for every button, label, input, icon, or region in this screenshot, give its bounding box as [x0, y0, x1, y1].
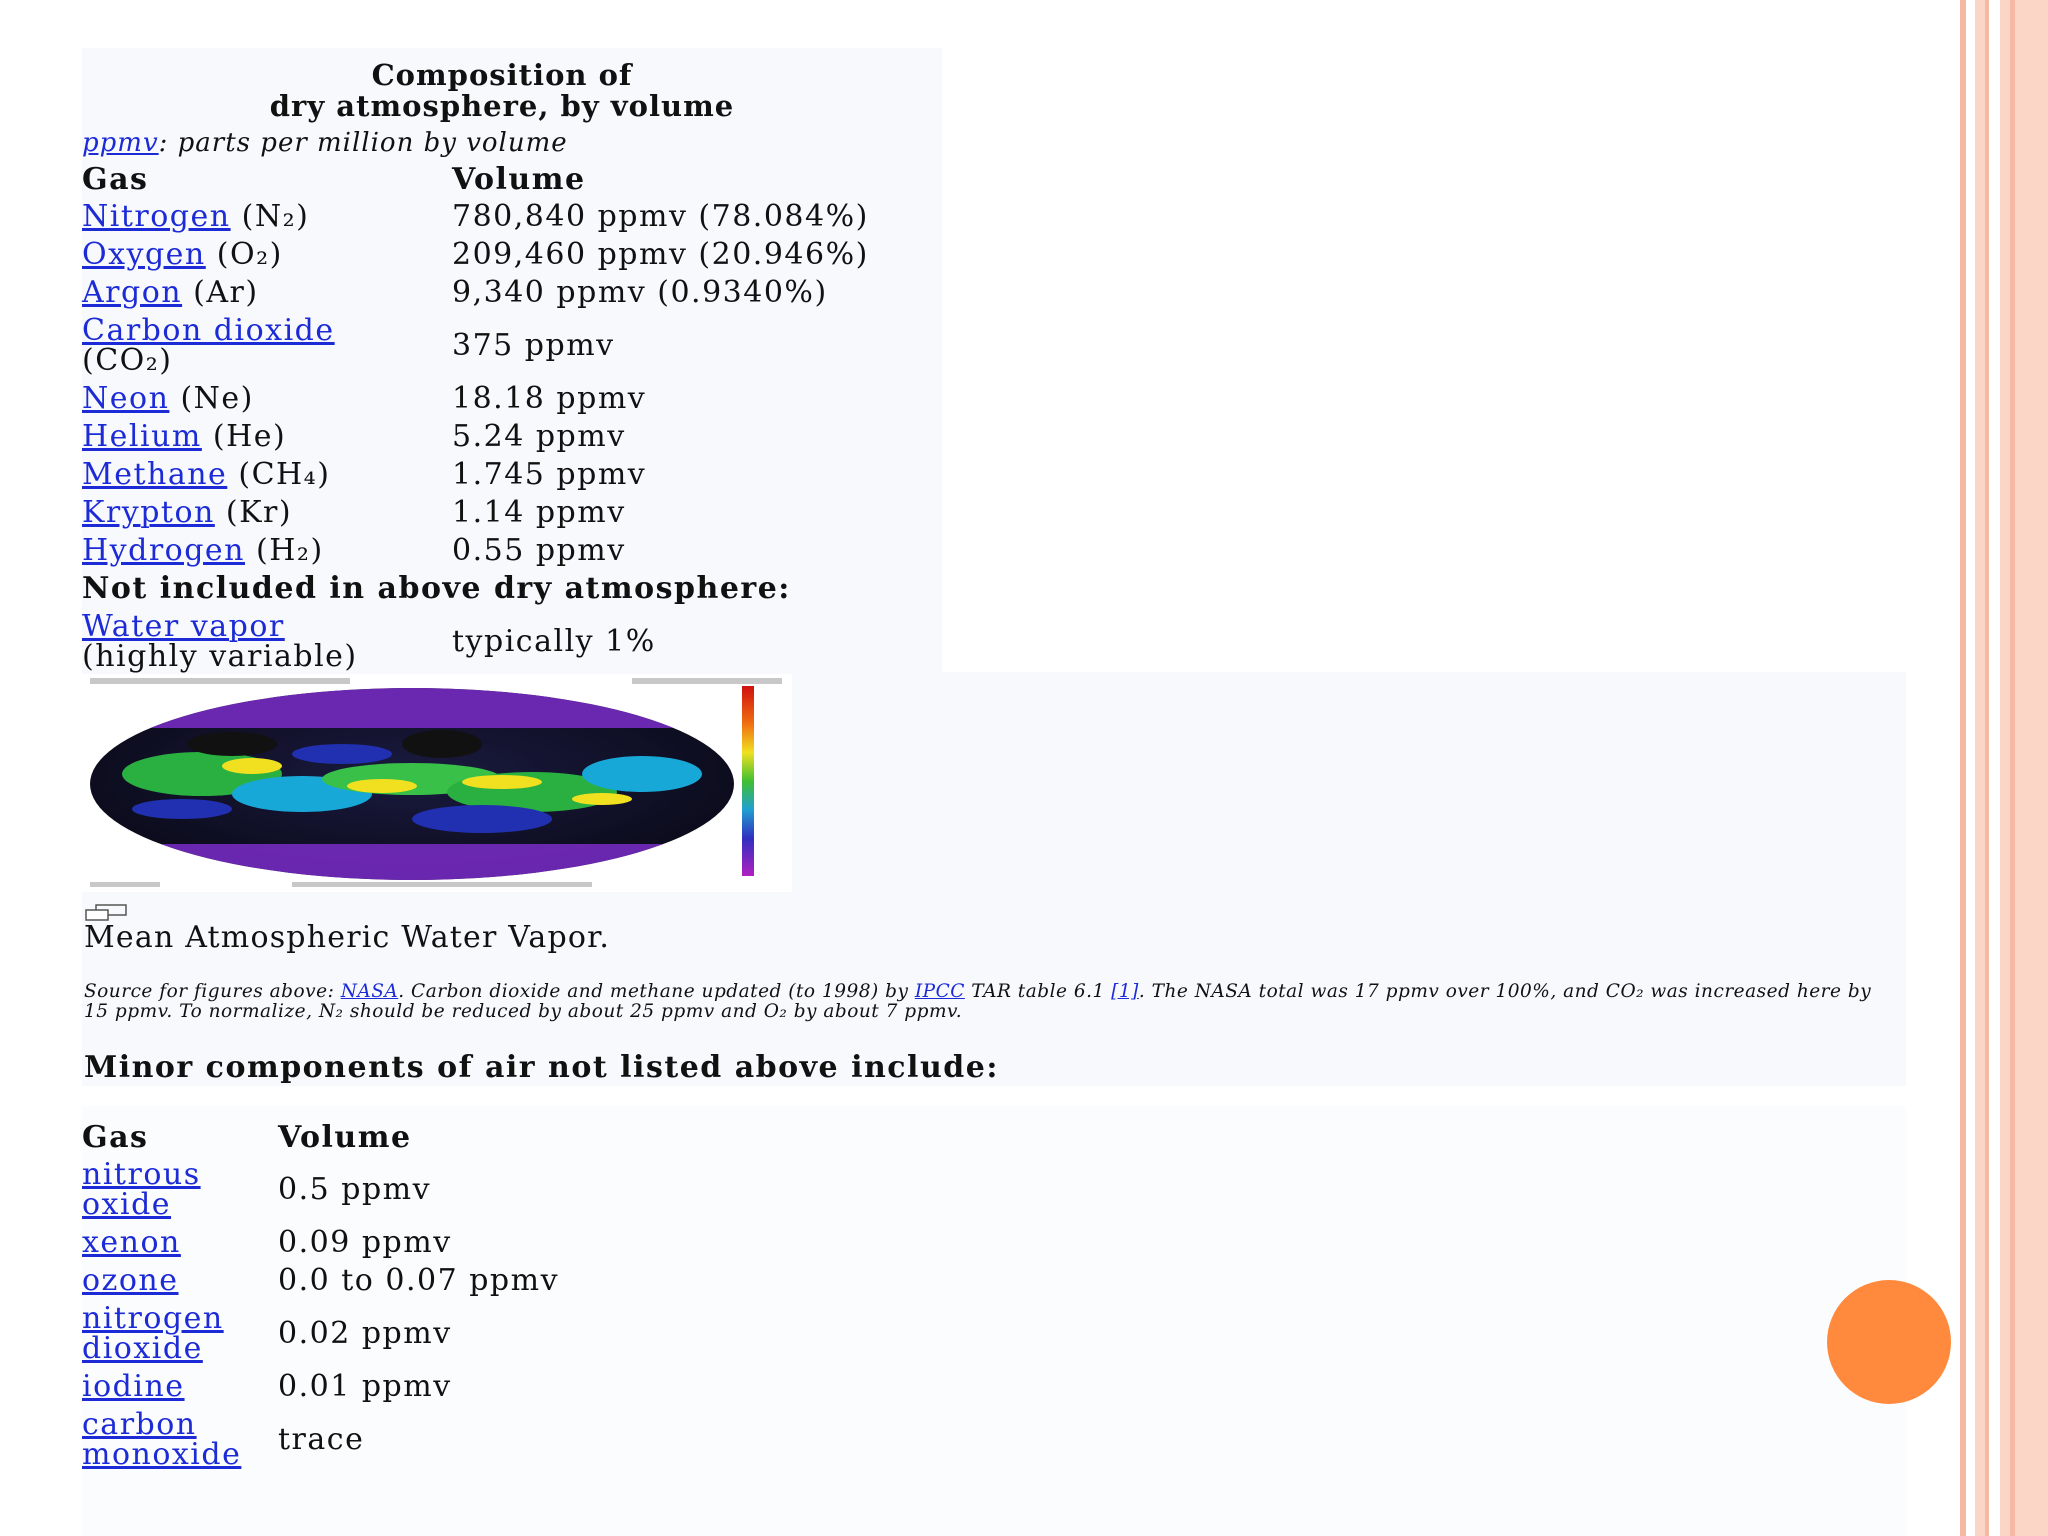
- table-row: [82, 198, 869, 236]
- map-caption: Mean Atmospheric Water Vapor.: [84, 920, 611, 955]
- col-header-gas: Gas: [82, 1119, 149, 1155]
- gas-link-neon[interactable]: Neon: [82, 381, 170, 416]
- gas-volume: 0.0 to 0.07 ppmv: [278, 1263, 560, 1298]
- gas-volume: 0.09 ppmv: [278, 1225, 452, 1260]
- table-row: [82, 494, 869, 532]
- gas-link-iodine[interactable]: iodine: [82, 1369, 185, 1404]
- water-vapor-map[interactable]: [82, 674, 792, 892]
- gas-volume: 5.24 ppmv: [452, 419, 626, 454]
- gas-formula: (He): [212, 419, 287, 454]
- table-row: [82, 608, 869, 676]
- table-row: [82, 312, 869, 380]
- table-row: [82, 1262, 559, 1300]
- table-row: [82, 456, 869, 494]
- table-header-row: [82, 1118, 559, 1156]
- table-row: [82, 380, 869, 418]
- gas-formula: (N₂): [241, 199, 310, 234]
- caption-line-2: dry atmosphere, by volume: [269, 89, 735, 123]
- table-subheading-row: [82, 570, 869, 608]
- source-text: . Carbon dioxide and methane updated (to 1998) by: [398, 981, 915, 1002]
- gas-link-krypton[interactable]: Krypton: [82, 495, 215, 530]
- gas-formula: (Ne): [180, 381, 254, 416]
- gas-link-carbon-dioxide[interactable]: Carbon dioxide: [82, 313, 335, 348]
- col-header-gas: Gas: [82, 161, 149, 197]
- gas-link-water-vapor[interactable]: Water vapor: [82, 609, 285, 644]
- slide-stripe: [2000, 0, 2048, 1536]
- gas-link-xenon[interactable]: xenon: [82, 1225, 181, 1260]
- minor-components-heading: Minor components of air not listed above include:: [84, 1050, 999, 1085]
- not-included-heading: Not included in above dry atmosphere:: [82, 571, 791, 606]
- gas-volume: 0.01 ppmv: [278, 1369, 452, 1404]
- minor-components-table: [82, 1118, 559, 1474]
- gas-formula: (H₂): [256, 533, 324, 568]
- table-header-row: [82, 160, 869, 198]
- table-row: [82, 1224, 559, 1262]
- table-row: [82, 236, 869, 274]
- gas-volume: 0.02 ppmv: [278, 1316, 452, 1351]
- gas-volume: 375 ppmv: [452, 328, 615, 363]
- nasa-link[interactable]: NASA: [340, 981, 399, 1002]
- gas-volume: 1.745 ppmv: [452, 457, 647, 492]
- gas-link-nitrogen[interactable]: Nitrogen: [82, 199, 231, 234]
- gas-volume: typically 1%: [452, 624, 656, 659]
- gas-formula: (O₂): [216, 237, 283, 272]
- table-caption: [82, 60, 922, 122]
- source-text: . The NASA total was 17 ppmv over 100%, and CO₂ was increased here by 15 ppmv. To normalize, N₂ should be reduced by about 25 ppmv and O₂ by about 7 ppmv.: [84, 981, 1872, 1022]
- gas-link-methane[interactable]: Methane: [82, 457, 228, 492]
- ppmv-definition-text: : parts per million by volume: [158, 128, 568, 158]
- source-text: Source for figures above:: [84, 981, 341, 1002]
- table-row: [82, 274, 869, 312]
- gas-link-nitrous-oxide[interactable]: nitrous oxide: [82, 1157, 201, 1222]
- gas-volume: trace: [278, 1422, 365, 1457]
- table-row: [82, 1406, 559, 1474]
- gas-volume: 9,340 ppmv (0.9340%): [452, 275, 828, 310]
- col-header-volume: Volume: [452, 161, 586, 197]
- ppmv-definition: [82, 128, 568, 158]
- gas-link-helium[interactable]: Helium: [82, 419, 202, 454]
- table-row: [82, 1368, 559, 1406]
- table-row: [82, 1300, 559, 1368]
- gas-volume: 18.18 ppmv: [452, 381, 647, 416]
- table-row: [82, 418, 869, 456]
- gas-volume: 209,460 ppmv (20.946%): [452, 237, 869, 272]
- gas-formula: (CO₂): [82, 343, 173, 378]
- gas-link-ozone[interactable]: ozone: [82, 1263, 179, 1298]
- gas-volume: 1.14 ppmv: [452, 495, 626, 530]
- gas-formula: (CH₄): [238, 457, 331, 492]
- composition-table: [82, 160, 869, 676]
- caption-line-1: Composition of: [371, 58, 633, 92]
- ipcc-link[interactable]: IPCC: [914, 981, 965, 1002]
- gas-link-nitrogen-dioxide[interactable]: nitrogen dioxide: [82, 1301, 224, 1366]
- gas-link-carbon-monoxide[interactable]: carbon monoxide: [82, 1407, 242, 1472]
- table-row: [82, 532, 869, 570]
- gas-note: (highly variable): [82, 639, 358, 674]
- source-note: [84, 982, 1884, 1022]
- slide-stripe: [1975, 0, 1985, 1536]
- table-row: [82, 1156, 559, 1224]
- source-text: TAR table 6.1: [964, 981, 1112, 1002]
- gas-formula: (Kr): [225, 495, 293, 530]
- ppmv-link[interactable]: ppmv: [82, 128, 159, 158]
- gas-link-oxygen[interactable]: Oxygen: [82, 237, 206, 272]
- water-vapor-map-image: [82, 674, 792, 892]
- slide-stripe: [1985, 0, 1989, 1536]
- gas-formula: (Ar): [193, 275, 259, 310]
- col-header-volume: Volume: [278, 1119, 412, 1155]
- gas-volume: 0.55 ppmv: [452, 533, 626, 568]
- slide-stripe: [2010, 0, 2015, 1536]
- gas-link-argon[interactable]: Argon: [82, 275, 183, 310]
- accent-circle: [1827, 1280, 1951, 1404]
- reference-link[interactable]: [1]: [1111, 981, 1139, 1002]
- gas-link-hydrogen[interactable]: Hydrogen: [82, 533, 245, 568]
- gas-volume: 780,840 ppmv (78.084%): [452, 199, 869, 234]
- slide-stripe: [1960, 0, 1966, 1536]
- gas-volume: 0.5 ppmv: [278, 1172, 432, 1207]
